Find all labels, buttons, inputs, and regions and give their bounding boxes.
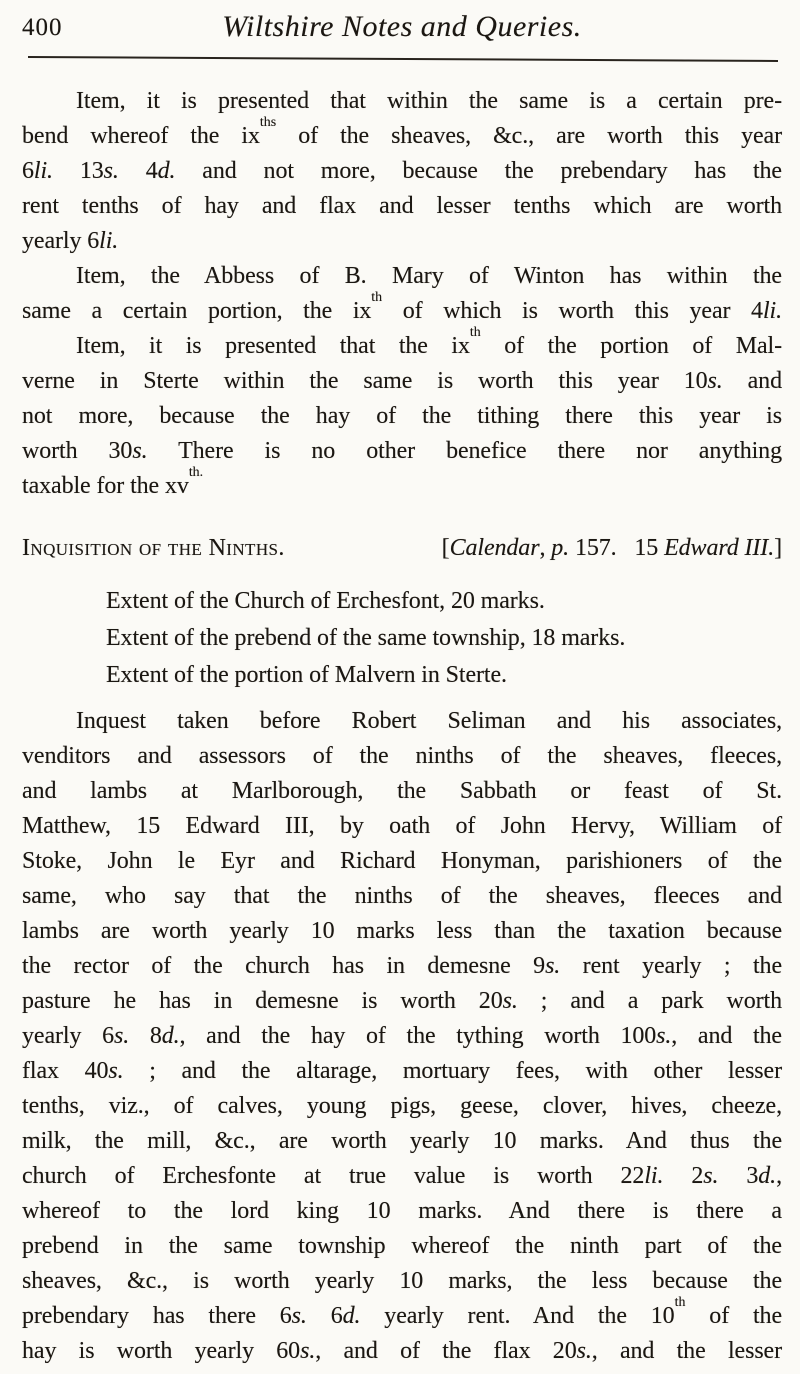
text-line: flax 40s. ; and the altarage, mortuary fees, with other lesser	[22, 1058, 782, 1084]
paragraph	[22, 704, 782, 1369]
text-line: milk, the mill, &c., are worth yearly 10 marks. And thus the	[22, 1128, 782, 1154]
section-heading	[22, 531, 782, 566]
text-line: church of Erchesfonte at true value is worth 22li. 2s. 3d.,	[22, 1163, 782, 1189]
text-line: yearly 6li.	[22, 228, 119, 254]
extent-list	[22, 583, 782, 694]
text-line: rent tenths of hay and flax and lesser tenths which are worth	[22, 193, 782, 219]
section-heading-citation: [Calendar, p. 157. 15 Edward III.]	[441, 535, 782, 561]
extent-line: Extent of the prebend of the same township, 18 marks.	[106, 625, 626, 651]
text-line: bend whereof the $ix^{ths}$ of the sheaves, &c., are worth this year	[22, 115, 782, 149]
text-line: taxable for the $xv^{th.}$	[22, 465, 204, 499]
extent-line: Extent of the portion of Malvern in Sterte.	[106, 662, 507, 688]
text-line: same a certain portion, the $ix^{th}$ of which is worth this year 4li.	[22, 290, 782, 324]
text-line: venditors and assessors of the ninths of the sheaves, fleeces,	[22, 743, 782, 769]
page-header	[20, 10, 784, 52]
text-line: pasture he has in demesne is worth 20s. ; and a park worth	[22, 988, 782, 1014]
text-line: Item, the Abbess of B. Mary of Winton has within the	[76, 263, 782, 289]
text-line: Inquest taken before Robert Seliman and his associates,	[76, 708, 782, 734]
text-line: worth 30s. There is no other benefice there nor anything	[22, 438, 782, 464]
text-line: verne in Sterte within the same is worth this year 10s. and	[22, 368, 782, 394]
text-line: yearly 6s. 8d., and the hay of the tything worth 100s., and the	[22, 1023, 782, 1049]
text-line: prebend in the same township whereof the ninth part of the	[22, 1233, 782, 1259]
text-line: hay is worth yearly 60s., and of the flax 20s., and the lesser	[22, 1338, 782, 1364]
paragraph	[22, 84, 782, 259]
paragraph	[22, 259, 782, 329]
text-line: and lambs at Marlborough, the Sabbath or feast of St.	[22, 778, 782, 804]
text-line: sheaves, &c., is worth yearly 10 marks, the less because the	[22, 1268, 782, 1294]
running-title: Wiltshire Notes and Queries.	[222, 10, 582, 43]
text-line: tenths, viz., of calves, young pigs, geese, clover, hives, cheeze,	[22, 1093, 782, 1119]
text-line: Matthew, 15 Edward III, by oath of John Hervy, William of	[22, 813, 782, 839]
text-line: same, who say that the ninths of the sheaves, fleeces and	[22, 883, 782, 909]
text-line: whereof to the lord king 10 marks. And there is there a	[22, 1198, 782, 1224]
text-line: prebendary has there 6s. 6d. yearly rent. And the 10th of the	[22, 1295, 782, 1329]
page-number: 400	[22, 14, 63, 41]
text-line: Item, it is presented that within the same is a certain pre-	[76, 88, 782, 114]
text-line: 6li. 13s. 4d. and not more, because the prebendary has the	[22, 158, 782, 184]
extent-line: Extent of the Church of Erchesfont, 20 marks.	[106, 588, 545, 614]
text-line: the rector of the church has in demesne 9s. rent yearly ; the	[22, 953, 782, 979]
text-line: not more, because the hay of the tithing there this year is	[22, 403, 782, 429]
section-heading-title: Inquisition of the Ninths.	[22, 535, 285, 561]
text-line: Stoke, John le Eyr and Richard Honyman, parishioners of the	[22, 848, 782, 874]
text-line: lambs are worth yearly 10 marks less than the taxation because	[22, 918, 782, 944]
text-line: Item, it is presented that the $ix^{th}$ of the portion of Mal-	[76, 325, 782, 359]
page-body	[20, 60, 784, 1369]
paragraph	[22, 325, 782, 504]
